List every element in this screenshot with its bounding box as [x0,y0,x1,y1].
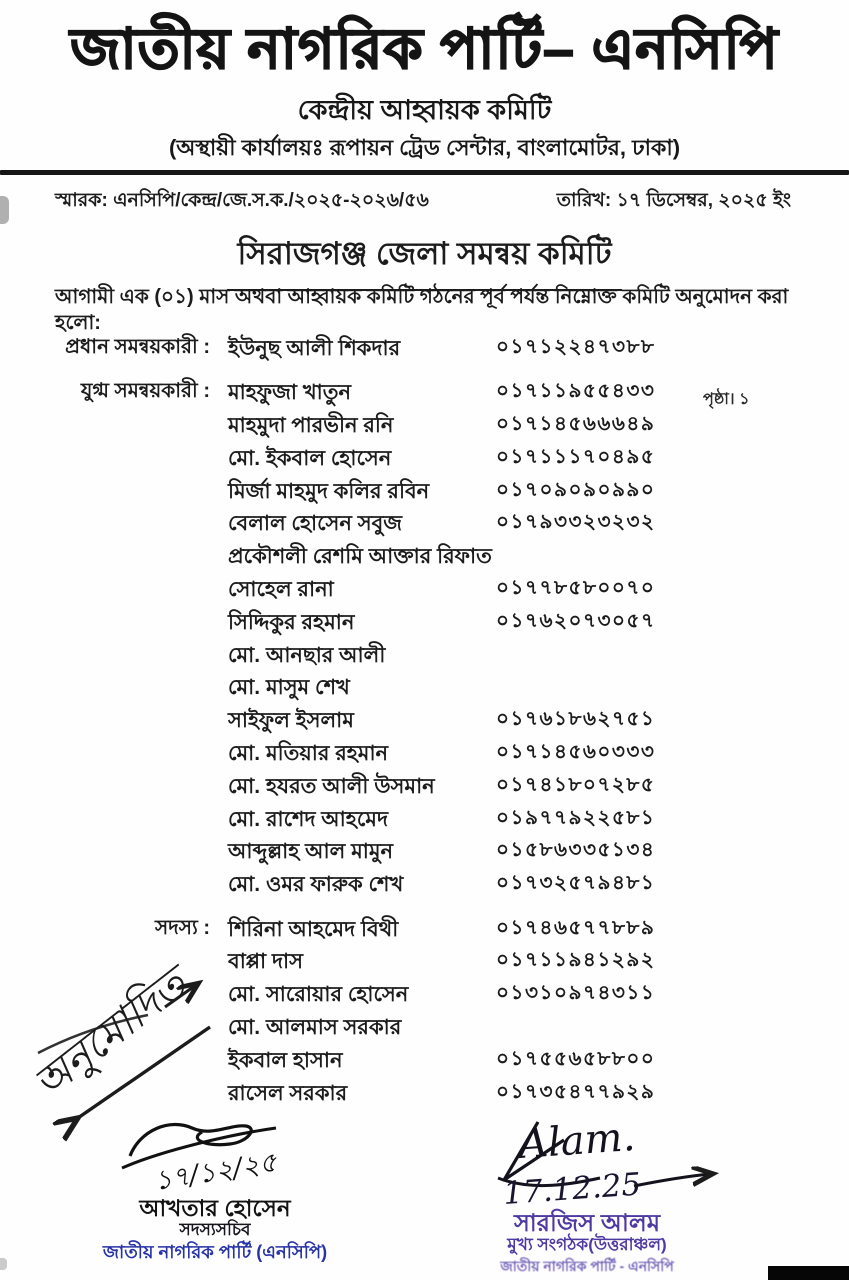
roster-phone: ০১৭০৯০৯০৯৯০ [496,478,656,501]
roster-name: মো. মতিয়ার রহমান [228,742,389,766]
header-divider [0,170,849,175]
roster-phone: ০১৭১২২৪৭৩৮৮ [496,336,656,358]
roster-name: আব্দুল্লাহ আল মামুন [228,840,394,864]
roster-role: প্রধান সমন্বয়কারী : [65,336,210,358]
roster-row [30,376,730,409]
roster-phone: ০১৩১০৯৭৪৩১১ [496,982,656,1005]
roster-name: মো. ইকবাল হোসেন [228,446,392,470]
roster-phone: ০১৭৪৬৫৭৭৮৮৯ [496,916,656,939]
right-date-handwriting: 17.12.25 [502,1166,643,1212]
roster-name: শিরিনা আহমেদ বিথী [228,917,399,941]
roster-phone: ০১৭১১৯৪১২৯২ [496,949,656,972]
roster-name: মো. রাশেদ আহমেদ [228,807,388,831]
roster-name: সিদ্দিকুর রহমান [228,610,355,634]
right-signature-name: Alam. [517,1113,637,1168]
roster-name: মো. ওমর ফারুক শেখ [228,873,404,897]
roster-row [30,835,730,868]
roster-name: রাসেল সরকার [228,1081,348,1105]
roster-row [30,409,730,442]
roster-row [30,573,730,606]
right-signature-ink [492,1113,722,1212]
roster-role: যুগ্ম সমন্বয়কারী : [80,380,210,403]
roster-phone: ০১৯৭৭৯২২৫৮১ [496,806,656,829]
roster-name: মো. আনছার আলী [228,643,386,667]
roster-name: বাপ্পা দাস [228,950,303,974]
right-signer-title: মুখ্য সংগঠক(উত্তরাঞ্চল) [507,1235,667,1254]
roster-phone: ০১৭১৪৫৬০৩৩৩ [496,741,656,764]
roster-phone: ০১৭৩৫৪৭৭৯২৯ [496,1080,656,1103]
roster-phone: ০১৭৫৫৬৫৮৮০০ [496,1047,656,1070]
roster-phone: ০১৭৪১৮০৭২৮৫ [496,773,656,796]
right-signer-org: জাতীয় নাগরিক পার্টি - এনসিপি [500,1258,674,1274]
roster-name: মো. আলমাস সরকার [228,1015,402,1039]
committee-subtitle: কেন্দ্রীয় আহ্বায়ক কমিটি [297,95,552,125]
roster-name: মো. হযরত আলী উসমান [228,774,435,798]
left-signature-ink [118,1116,328,1197]
roster-row [30,475,730,508]
roster-name: মাহমুদা পারভীন রনি [228,414,394,438]
roster-row [30,540,730,573]
scan-smudge [0,196,9,224]
roster-row [30,639,730,672]
roster-name: মির্জা মাহমুদ কলির রবিন [228,479,430,503]
memo-date: তারিখ: ১৭ ডিসেম্বর, ২০২৫ ইং [556,190,791,211]
roster-name: সোহেল রানা [228,578,334,602]
left-date-handwriting: ১৭/১২/২৫ [152,1146,279,1197]
roster-name: প্রকৌশলী রেশমি আক্তার রিফাত [228,545,492,569]
roster-phone: ০১৭৭৮৫৮০০৭০ [496,577,656,600]
roster-name: ইকবাল হাসান [228,1048,343,1072]
roster-phone: ০১৭১১৯৫৫৪৩৩ [496,380,656,403]
approval-word: অনুমোদিত [23,958,196,1108]
roster-row [30,507,730,540]
roster-phone: ০১৫৮৬৩৩৫১৩৪ [496,839,656,862]
subject-wrap [0,230,849,291]
memo-row [55,186,791,218]
page-number-marker: পৃষ্ঠা। ১ [703,391,750,408]
left-signer-name: আখতার হোসেন [139,1195,291,1221]
roster-name: ইউনুছ আলী শিকদার [228,337,401,360]
roster-row [30,770,730,803]
roster-phone: ০১৭৯৩৩২৩২৩২ [496,511,656,534]
roster-row [30,803,730,836]
roster-row [30,737,730,770]
roster-row [30,606,730,639]
roster-row [30,442,730,475]
roster-row [30,868,730,901]
left-signer-org: জাতীয় নাগরিক পার্টি (এনসিপি) [102,1242,328,1262]
roster-name: সাইফুল ইসলাম [228,709,354,733]
right-signer-name: সারজিস আলম [513,1210,661,1237]
scan-corner-black-bar [768,1266,849,1280]
roster-phone: ০১৭৬১৮৬২৭৫১ [496,708,656,731]
roster-name: বেলাল হোসেন সবুজ [228,512,403,536]
roster-role: সদস্য : [155,916,210,939]
roster-name: মাহফুজা খাতুন [228,381,352,405]
intro-paragraph: আগামী এক (০১) মাস অথবা আহ্বায়ক কমিটি গঠনের পূর্ব পর্যন্ত নিম্নোক্ত কমিটি অনুমোদন করা হলো: [55,286,789,334]
roster-row [30,332,730,365]
roster-row [30,704,730,737]
roster-name: মো. মাসুম শেখ [228,676,350,700]
roster-phone: ০১৭১১১৭০৪৯৫ [496,445,656,468]
roster-phone: ০১৭১৪৫৬৬৬৪৯ [496,413,656,436]
subject-title: সিরাজগঞ্জ জেলা সমন্বয় কমিটি [227,230,621,291]
office-address: (অস্থায়ী কার্যালয়ঃ রূপায়ন ট্রেড সেন্টার, বাংলামোটর, ঢাকা) [168,135,681,160]
roster-name: মো. সারোয়ার হোসেন [228,983,409,1007]
party-masthead: জাতীয় নাগরিক পার্টি– এনসিপি [70,17,779,80]
roster-phone: ০১৭৬২০৭৩০৫৭ [496,609,656,632]
left-signer-title: সদস্যসচিব [179,1220,251,1239]
roster-phone: ০১৭৩২৫৭৯৪৮১ [496,872,656,895]
roster-row [30,671,730,704]
scan-smudge-small [0,1258,7,1270]
memo-reference: স্মারক: এনসিপি/কেন্দ্র/জে.স.ক./২০২৫-২০২৬/৫৬ [55,190,429,211]
